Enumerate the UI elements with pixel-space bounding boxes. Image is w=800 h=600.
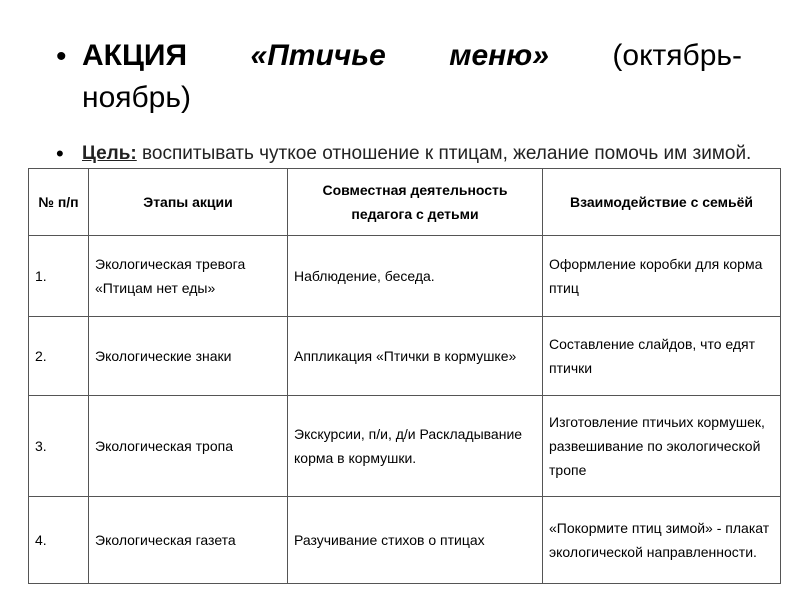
table-row — [29, 317, 781, 396]
header-stages: Этапы акции — [89, 169, 288, 236]
row-family-interaction: Оформление коробки для корма птиц — [543, 236, 781, 317]
row-number: 4. — [29, 497, 89, 584]
table-row — [29, 236, 781, 317]
goal-statement — [82, 140, 782, 168]
row-stage: Экологические знаки — [89, 317, 288, 396]
row-family-interaction: Изготовление птичьих кормушек, развешивание по экологической тропе — [543, 396, 781, 497]
row-family-interaction: «Покормите птиц зимой» - плакат экологической направленности. — [543, 497, 781, 584]
header-family-interaction: Взаимодействие с семьёй — [543, 169, 781, 236]
action-stages-table — [28, 168, 781, 584]
title-action-name: «Птичье меню» — [250, 39, 549, 72]
header-joint-activity: Совместная деятельность педагога с детьми — [288, 169, 543, 236]
row-stage: Экологическая тревога «Птицам нет еды» — [89, 236, 288, 317]
goal-label: Цель: — [82, 143, 137, 164]
row-number: 1. — [29, 236, 89, 317]
row-joint-activity: Наблюдение, беседа. — [288, 236, 543, 317]
row-family-interaction: Составление слайдов, что едят птички — [543, 317, 781, 396]
goal-text: воспитывать чуткое отношение к птицам, желание помочь им зимой. — [136, 143, 752, 164]
goal-bullet: • — [56, 141, 64, 166]
row-number: 3. — [29, 396, 89, 497]
table-row — [29, 396, 781, 497]
table-header-row — [29, 169, 781, 236]
table-row — [29, 497, 781, 584]
row-joint-activity: Аппликация «Птички в кормушке» — [288, 317, 543, 396]
row-joint-activity: Разучивание стихов о птицах — [288, 497, 543, 584]
title-prefix: АКЦИЯ — [82, 39, 251, 72]
title-bullet: • — [56, 40, 67, 73]
row-stage: Экологическая газета — [89, 497, 288, 584]
title-period-end: ноябрь) — [82, 81, 191, 114]
title-period-start: (октябрь- — [612, 39, 742, 72]
row-number: 2. — [29, 317, 89, 396]
row-stage: Экологическая тропа — [89, 396, 288, 497]
row-joint-activity: Экскурсии, п/и, д/и Раскладывание корма в кормушки. — [288, 396, 543, 497]
page-title — [82, 35, 742, 77]
header-number: № п/п — [29, 169, 89, 236]
